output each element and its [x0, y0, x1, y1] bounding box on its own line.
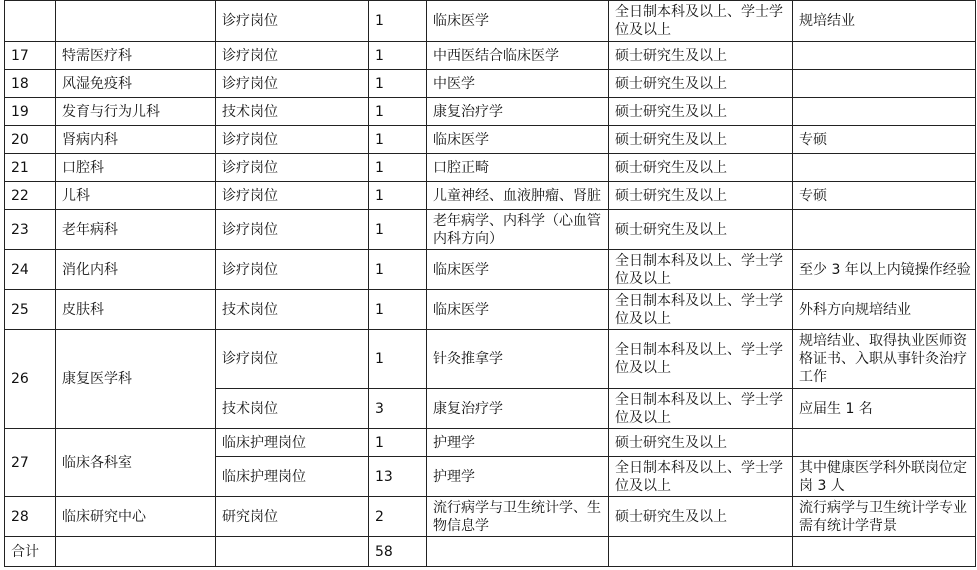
department-cell: 老年病科 — [56, 210, 216, 250]
department-cell: 口腔科 — [56, 154, 216, 182]
education-cell: 硕士研究生及以上 — [609, 429, 793, 457]
department-cell: 发育与行为儿科 — [56, 98, 216, 126]
major-cell — [427, 537, 609, 567]
count-cell: 1 — [369, 250, 427, 290]
education-cell: 硕士研究生及以上 — [609, 154, 793, 182]
department-cell: 特需医疗科 — [56, 42, 216, 70]
row-number-cell: 18 — [5, 70, 56, 98]
row-number-cell: 27 — [5, 429, 56, 497]
table-row — [5, 210, 976, 250]
post-cell: 诊疗岗位 — [216, 1, 369, 42]
count-cell: 1 — [369, 126, 427, 154]
post-cell: 研究岗位 — [216, 497, 369, 537]
education-cell — [609, 537, 793, 567]
major-cell: 中西医结合临床医学 — [427, 42, 609, 70]
row-number-cell: 20 — [5, 126, 56, 154]
department-cell — [56, 537, 216, 567]
total-label: 合计 — [5, 537, 56, 567]
department-cell: 肾病内科 — [56, 126, 216, 154]
notes-cell: 专硕 — [793, 182, 976, 210]
post-cell — [216, 537, 369, 567]
education-cell: 硕士研究生及以上 — [609, 98, 793, 126]
row-number-cell: 19 — [5, 98, 56, 126]
count-cell: 1 — [369, 330, 427, 389]
count-cell: 13 — [369, 457, 427, 497]
major-cell: 流行病学与卫生统计学、生物信息学 — [427, 497, 609, 537]
row-number-cell: 24 — [5, 250, 56, 290]
table-row — [5, 330, 976, 389]
education-cell: 硕士研究生及以上 — [609, 42, 793, 70]
count-cell: 1 — [369, 429, 427, 457]
recruitment-table — [4, 0, 976, 567]
row-number-cell: 28 — [5, 497, 56, 537]
education-cell: 全日制本科及以上、学士学位及以上 — [609, 389, 793, 429]
post-cell: 诊疗岗位 — [216, 42, 369, 70]
count-cell: 1 — [369, 154, 427, 182]
education-cell: 全日制本科及以上、学士学位及以上 — [609, 290, 793, 330]
post-cell: 诊疗岗位 — [216, 330, 369, 389]
major-cell: 康复治疗学 — [427, 389, 609, 429]
department-cell — [56, 1, 216, 42]
notes-cell — [793, 70, 976, 98]
table-row — [5, 70, 976, 98]
major-cell: 护理学 — [427, 457, 609, 497]
education-cell: 硕士研究生及以上 — [609, 126, 793, 154]
education-cell: 全日制本科及以上、学士学位及以上 — [609, 457, 793, 497]
major-cell: 临床医学 — [427, 250, 609, 290]
major-cell: 儿童神经、血液肿瘤、肾脏 — [427, 182, 609, 210]
notes-cell: 流行病学与卫生统计学专业需有统计学背景 — [793, 497, 976, 537]
table-row — [5, 126, 976, 154]
row-number-cell: 26 — [5, 330, 56, 429]
education-cell: 硕士研究生及以上 — [609, 497, 793, 537]
notes-cell: 应届生 1 名 — [793, 389, 976, 429]
table-row — [5, 497, 976, 537]
total-count: 58 — [369, 537, 427, 567]
notes-cell — [793, 210, 976, 250]
count-cell: 1 — [369, 1, 427, 42]
post-cell: 诊疗岗位 — [216, 250, 369, 290]
table-row — [5, 154, 976, 182]
education-cell: 硕士研究生及以上 — [609, 70, 793, 98]
major-cell: 老年病学、内科学（心血管内科方向） — [427, 210, 609, 250]
count-cell: 1 — [369, 210, 427, 250]
count-cell: 1 — [369, 182, 427, 210]
table-row — [5, 1, 976, 42]
education-cell: 硕士研究生及以上 — [609, 210, 793, 250]
major-cell: 中医学 — [427, 70, 609, 98]
education-cell: 硕士研究生及以上 — [609, 182, 793, 210]
table-row — [5, 250, 976, 290]
post-cell: 临床护理岗位 — [216, 457, 369, 497]
major-cell: 口腔正畸 — [427, 154, 609, 182]
education-cell: 全日制本科及以上、学士学位及以上 — [609, 1, 793, 42]
department-cell: 儿科 — [56, 182, 216, 210]
table-row — [5, 98, 976, 126]
count-cell: 1 — [369, 70, 427, 98]
count-cell: 1 — [369, 42, 427, 70]
education-cell: 全日制本科及以上、学士学位及以上 — [609, 250, 793, 290]
post-cell: 诊疗岗位 — [216, 210, 369, 250]
count-cell: 3 — [369, 389, 427, 429]
department-cell: 风湿免疫科 — [56, 70, 216, 98]
total-row — [5, 537, 976, 567]
department-cell: 消化内科 — [56, 250, 216, 290]
department-cell: 皮肤科 — [56, 290, 216, 330]
notes-cell: 专硕 — [793, 126, 976, 154]
post-cell: 诊疗岗位 — [216, 70, 369, 98]
notes-cell — [793, 537, 976, 567]
count-cell: 1 — [369, 290, 427, 330]
major-cell: 针灸推拿学 — [427, 330, 609, 389]
notes-cell: 规培结业、取得执业医师资格证书、入职从事针灸治疗工作 — [793, 330, 976, 389]
notes-cell — [793, 154, 976, 182]
notes-cell — [793, 42, 976, 70]
row-number-cell: 17 — [5, 42, 56, 70]
count-cell: 1 — [369, 98, 427, 126]
notes-cell: 外科方向规培结业 — [793, 290, 976, 330]
post-cell: 诊疗岗位 — [216, 182, 369, 210]
post-cell: 诊疗岗位 — [216, 126, 369, 154]
department-cell: 康复医学科 — [56, 330, 216, 429]
major-cell: 康复治疗学 — [427, 98, 609, 126]
notes-cell: 其中健康医学科外联岗位定岗 3 人 — [793, 457, 976, 497]
table-row — [5, 42, 976, 70]
table-row — [5, 429, 976, 457]
post-cell: 技术岗位 — [216, 290, 369, 330]
row-number-cell — [5, 1, 56, 42]
notes-cell: 至少 3 年以上内镜操作经验 — [793, 250, 976, 290]
post-cell: 技术岗位 — [216, 98, 369, 126]
major-cell: 临床医学 — [427, 290, 609, 330]
major-cell: 临床医学 — [427, 1, 609, 42]
department-cell: 临床研究中心 — [56, 497, 216, 537]
notes-cell — [793, 429, 976, 457]
major-cell: 临床医学 — [427, 126, 609, 154]
table-row — [5, 290, 976, 330]
post-cell: 诊疗岗位 — [216, 154, 369, 182]
education-cell: 全日制本科及以上、学士学位及以上 — [609, 330, 793, 389]
notes-cell — [793, 98, 976, 126]
notes-cell: 规培结业 — [793, 1, 976, 42]
row-number-cell: 22 — [5, 182, 56, 210]
post-cell: 临床护理岗位 — [216, 429, 369, 457]
count-cell: 2 — [369, 497, 427, 537]
department-cell: 临床各科室 — [56, 429, 216, 497]
row-number-cell: 23 — [5, 210, 56, 250]
row-number-cell: 21 — [5, 154, 56, 182]
post-cell: 技术岗位 — [216, 389, 369, 429]
major-cell: 护理学 — [427, 429, 609, 457]
row-number-cell: 25 — [5, 290, 56, 330]
table-row — [5, 182, 976, 210]
